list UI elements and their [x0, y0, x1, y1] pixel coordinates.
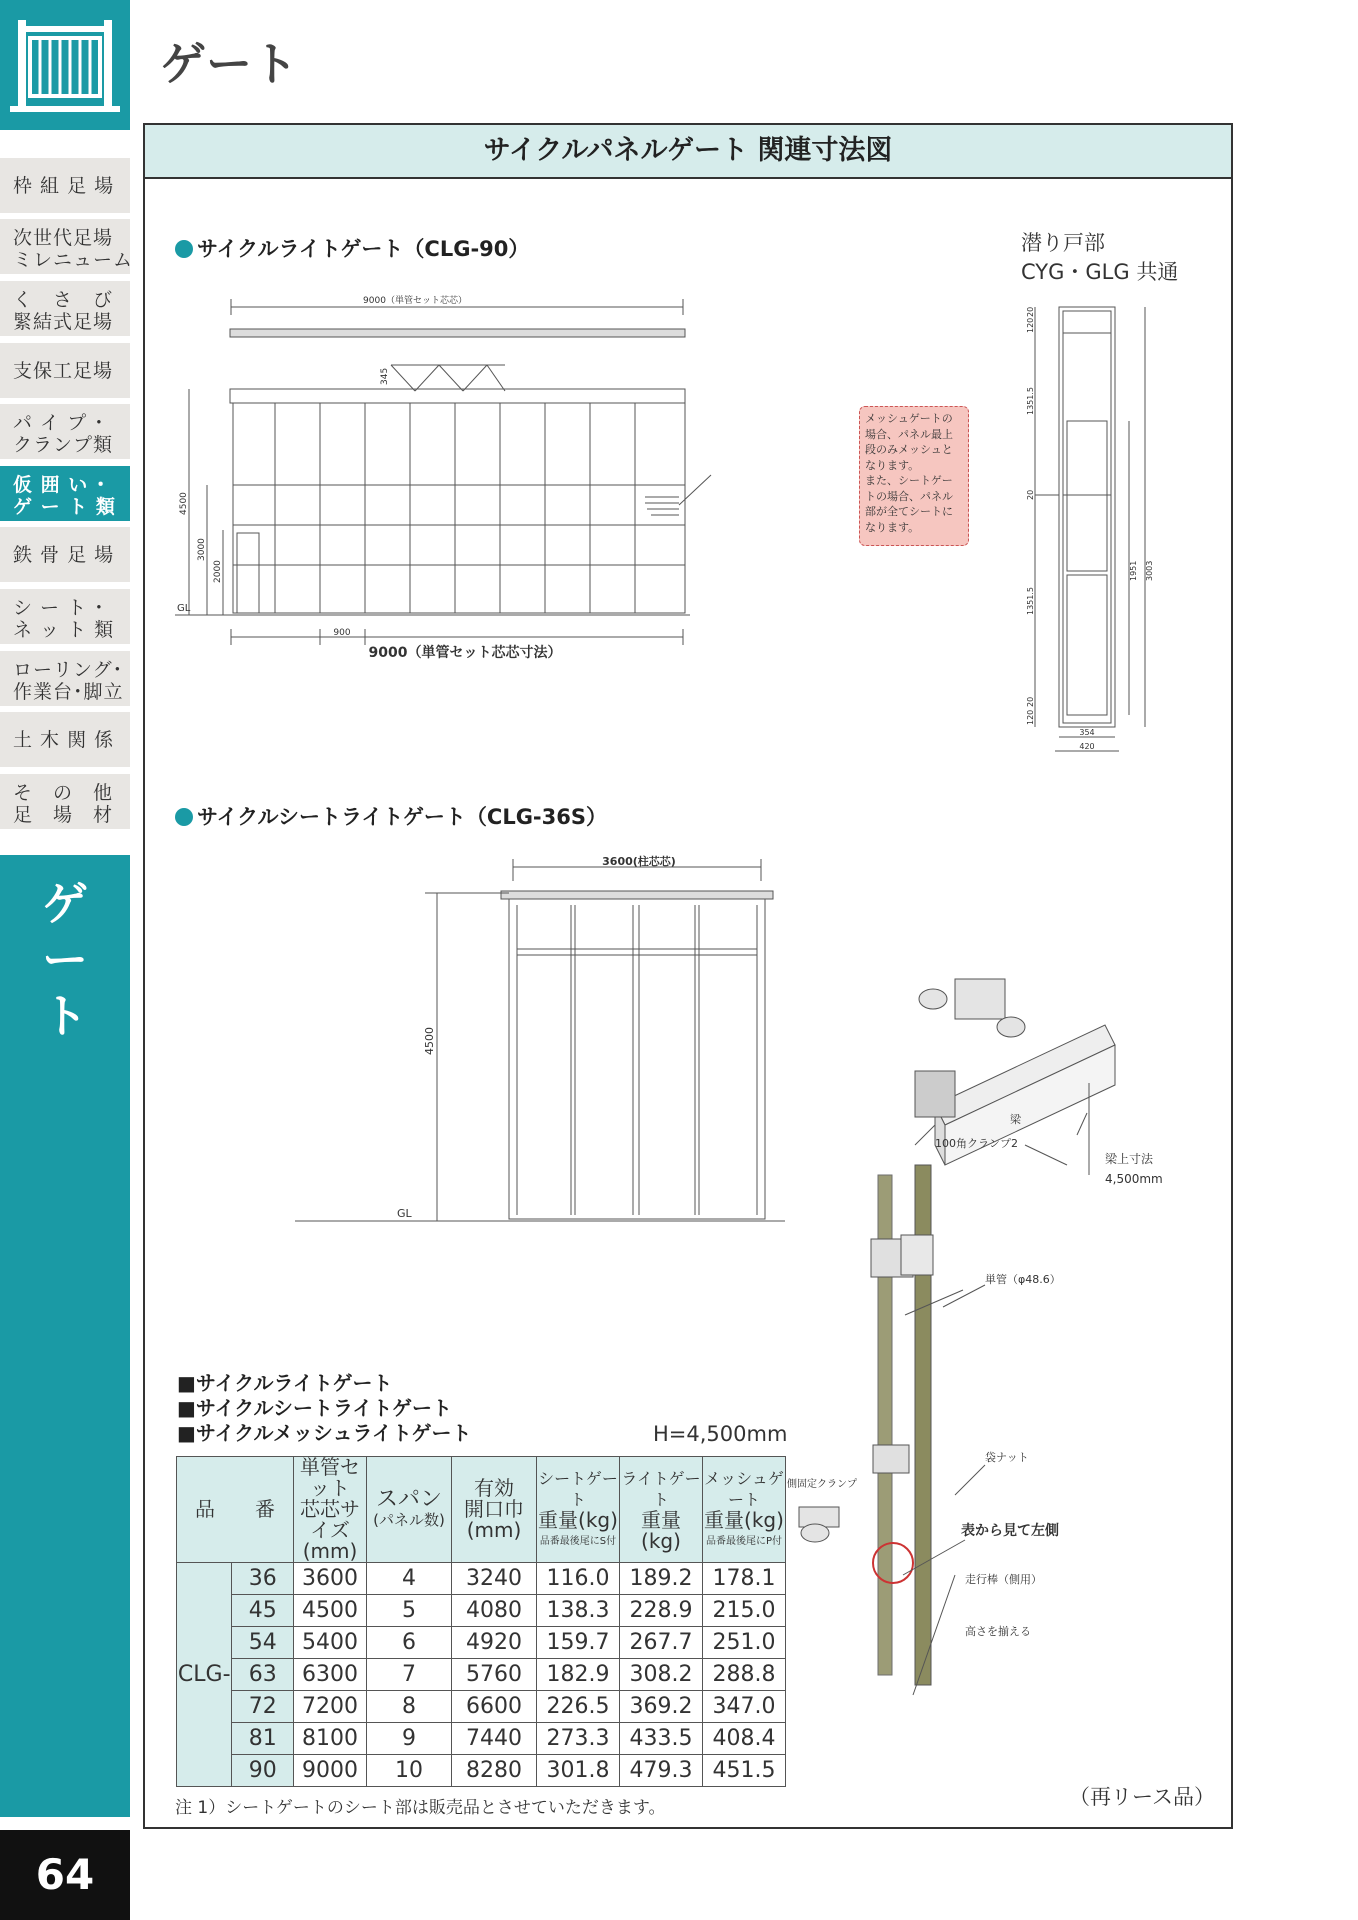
cell-sheet: 138.3: [537, 1595, 620, 1627]
table-headings: ■サイクルライトゲート ■サイクルシートライトゲート ■サイクルメッシュライトゲート: [177, 1371, 472, 1445]
wicket-drawing: [1025, 295, 1175, 755]
cell-sheet: 226.5: [537, 1691, 620, 1723]
wicket-dim-left: 120: [1026, 709, 1035, 725]
clamp-detail-illustration: [785, 935, 1205, 1715]
cell-light: 228.9: [620, 1595, 703, 1627]
current-section-label: ゲ ー ト: [42, 877, 88, 1043]
sidebar-nav-label: 作業台･脚立: [13, 681, 124, 703]
sidebar-nav-label: 鉄 骨 足 場: [13, 544, 115, 566]
dim-3000: 3000: [197, 538, 207, 561]
sidebar-nav-label: 土 木 関 係: [13, 729, 115, 751]
cell-mesh: 288.8: [703, 1659, 786, 1691]
cell-opening: 3240: [452, 1563, 537, 1595]
cell-code: 45: [232, 1595, 294, 1627]
header-light-weight: ライトゲート 重量 (kg): [620, 1457, 703, 1563]
cell-light: 479.3: [620, 1755, 703, 1787]
clamp-label: 100角クランプ2: [935, 1137, 1018, 1150]
cell-light: 267.7: [620, 1627, 703, 1659]
section2-heading: サイクルシートライトゲート（CLG-36S）: [175, 801, 607, 831]
wicket-dim-left: 20: [1026, 696, 1035, 707]
sidebar-nav-label: そ の 他: [13, 782, 114, 804]
cell-opening: 5760: [452, 1659, 537, 1691]
header-sheet-weight: シートゲート 重量(kg) 品番最後尾にS付: [537, 1457, 620, 1563]
gl-label-36s: GL: [397, 1207, 412, 1220]
sidebar: [0, 0, 134, 1920]
beam-height-label: 梁上寸法: [1105, 1152, 1154, 1166]
wicket-dim-bottom: 354: [1079, 728, 1095, 737]
table-row: [177, 1595, 786, 1627]
dim-top: 9000（単管セット芯芯）: [363, 296, 467, 306]
cell-size: 9000: [294, 1755, 367, 1787]
wicket-dim-left: 20: [1026, 489, 1035, 500]
bullet-icon: [175, 808, 193, 826]
gl-label: GL: [177, 603, 191, 614]
wicket-dim-left: 120: [1026, 317, 1035, 333]
cell-span: 9: [367, 1723, 452, 1755]
wicket-dim-right: 1951: [1129, 560, 1138, 581]
sidebar-nav-label: ゲ ー ト 類: [13, 496, 116, 518]
cell-mesh: 215.0: [703, 1595, 786, 1627]
table-row: [177, 1563, 786, 1595]
cell-mesh: 408.4: [703, 1723, 786, 1755]
sidebar-nav-item[interactable]: [0, 527, 130, 582]
rod-label: 走行棒（側用）: [965, 1573, 1042, 1586]
table-row: [177, 1723, 786, 1755]
side-clamp-icon: [799, 1507, 839, 1542]
cell-sheet: 273.3: [537, 1723, 620, 1755]
sidebar-nav-label: ネ ッ ト 類: [13, 619, 115, 641]
sidebar-nav-label: 次世代足場: [13, 227, 114, 249]
dim-top-36s: 3600(柱芯芯): [602, 855, 676, 868]
cell-code: 81: [232, 1723, 294, 1755]
sidebar-nav-label: シ ー ト ･: [13, 597, 105, 619]
wicket-dim-bottom: 420: [1079, 742, 1095, 751]
dim-door: 900: [333, 628, 351, 638]
cell-span: 6: [367, 1627, 452, 1659]
cell-code: 90: [232, 1755, 294, 1787]
cell-size: 3600: [294, 1563, 367, 1595]
gate-logo: [0, 0, 130, 130]
wicket-dim-left: 1351.5: [1026, 587, 1035, 615]
mesh-callout: メッシュゲートの 場合、パネル最上 段のみメッシュと なります。 また、シートゲー トの場合、パネル 部が全てシートに なります。: [859, 406, 969, 546]
sidebar-nav-item[interactable]: [0, 404, 130, 459]
cell-light: 369.2: [620, 1691, 703, 1723]
sidebar-nav-label: く さ び: [13, 289, 114, 311]
cell-size: 7200: [294, 1691, 367, 1723]
cell-mesh: 178.1: [703, 1563, 786, 1595]
sidebar-nav-label: 支保工足場: [13, 360, 114, 382]
cell-sheet: 301.8: [537, 1755, 620, 1787]
sidebar-nav-label: 仮 囲 い ･: [13, 474, 107, 496]
dim-truss: 345: [380, 367, 390, 385]
sidebar-nav-item[interactable]: [0, 712, 130, 767]
gate-icon: [0, 0, 130, 130]
cell-sheet: 159.7: [537, 1627, 620, 1659]
sidebar-nav-item[interactable]: [0, 158, 130, 213]
table-row: [177, 1691, 786, 1723]
sidebar-nav-label: クランプ類: [13, 434, 114, 456]
sidebar-nav-item[interactable]: [0, 343, 130, 398]
cell-sheet: 182.9: [537, 1659, 620, 1691]
product-prefix: CLG-: [177, 1563, 232, 1787]
table-row: [177, 1659, 786, 1691]
cell-size: 6300: [294, 1659, 367, 1691]
cell-opening: 8280: [452, 1755, 537, 1787]
clg36s-drawing: [295, 855, 795, 1225]
cell-span: 8: [367, 1691, 452, 1723]
cell-size: 5400: [294, 1627, 367, 1659]
cell-code: 54: [232, 1627, 294, 1659]
header-mesh-weight: メッシュゲート 重量(kg) 品番最後尾にP付: [703, 1457, 786, 1563]
dim-2000: 2000: [213, 560, 223, 583]
cell-mesh: 347.0: [703, 1691, 786, 1723]
height-note: H=4,500mm: [653, 1422, 788, 1446]
page-title: ゲート: [160, 37, 298, 91]
wicket-note: 潜り戸部 CYG・GLG 共通: [1021, 231, 1179, 284]
wicket-dim-left: 1351.5: [1026, 387, 1035, 415]
wicket-dim-left: 20: [1026, 306, 1035, 317]
bullet-icon: [175, 240, 193, 258]
sidebar-nav-item[interactable]: [0, 466, 130, 521]
clg90-drawing: [175, 285, 815, 705]
pipe-label: 単管（φ48.6）: [985, 1273, 1061, 1286]
section-title: サイクルパネルゲート 関連寸法図: [145, 125, 1231, 179]
cell-mesh: 451.5: [703, 1755, 786, 1787]
side-clamp-label: 側固定クランプ: [787, 1479, 857, 1490]
section1-heading: サイクルライトゲート（CLG-90）: [175, 233, 529, 263]
sidebar-nav-label: ローリング･: [13, 659, 124, 681]
table-row: [177, 1755, 786, 1787]
view-label: 表から見て左側: [961, 1523, 1059, 1539]
cell-sheet: 116.0: [537, 1563, 620, 1595]
cell-light: 189.2: [620, 1563, 703, 1595]
cell-size: 8100: [294, 1723, 367, 1755]
wicket-dim-right: 3003: [1145, 560, 1154, 581]
cell-opening: 7440: [452, 1723, 537, 1755]
cell-size: 4500: [294, 1595, 367, 1627]
sidebar-nav-item[interactable]: [0, 774, 130, 829]
cell-mesh: 251.0: [703, 1627, 786, 1659]
sidebar-nav-label: 足 場 材: [13, 804, 114, 826]
header-product: 品 番: [177, 1457, 294, 1563]
sidebar-nav-label: パ イ プ ･: [13, 412, 105, 434]
cell-span: 10: [367, 1755, 452, 1787]
sidebar-nav-item[interactable]: [0, 651, 130, 706]
sidebar-nav-item[interactable]: [0, 589, 130, 644]
sidebar-nav-label: 緊結式足場: [13, 311, 114, 333]
content-frame: [143, 123, 1233, 1829]
align-label: 高さを揃える: [965, 1625, 1031, 1638]
sidebar-nav-item[interactable]: [0, 281, 130, 336]
cell-light: 433.5: [620, 1723, 703, 1755]
header-size: 単管セット 芯芯サイズ (mm): [294, 1457, 367, 1563]
page-number: 64: [0, 1830, 130, 1920]
cell-light: 308.2: [620, 1659, 703, 1691]
dim-bottom: 9000（単管セット芯芯寸法）: [368, 645, 562, 661]
header-opening: 有効 開口巾 (mm): [452, 1457, 537, 1563]
table-row: [177, 1627, 786, 1659]
cell-span: 4: [367, 1563, 452, 1595]
cell-span: 7: [367, 1659, 452, 1691]
cell-code: 72: [232, 1691, 294, 1723]
cell-code: 63: [232, 1659, 294, 1691]
cell-opening: 4920: [452, 1627, 537, 1659]
cell-opening: 6600: [452, 1691, 537, 1723]
footnote: 注 1）シートゲートのシート部は販売品とさせていただきます。: [175, 1798, 666, 1818]
cell-span: 5: [367, 1595, 452, 1627]
beam-label: 梁: [1010, 1113, 1021, 1126]
re-lease-note: （再リース品）: [1069, 1785, 1215, 1809]
spec-table: [176, 1456, 786, 1787]
dim-height-36s: 4500: [423, 1027, 436, 1055]
sidebar-nav-item[interactable]: [0, 219, 134, 274]
cell-code: 36: [232, 1563, 294, 1595]
sidebar-nav-label: ミレニューム: [13, 249, 134, 271]
header-span: スパン (パネル数): [367, 1457, 452, 1563]
corner-clamp-icon: [919, 979, 1025, 1037]
nut-label: 袋ナット: [985, 1451, 1029, 1464]
cell-opening: 4080: [452, 1595, 537, 1627]
beam-height-value: 4,500mm: [1105, 1172, 1163, 1186]
sidebar-nav-label: 枠 組 足 場: [13, 175, 115, 197]
dim-4500: 4500: [179, 492, 189, 515]
